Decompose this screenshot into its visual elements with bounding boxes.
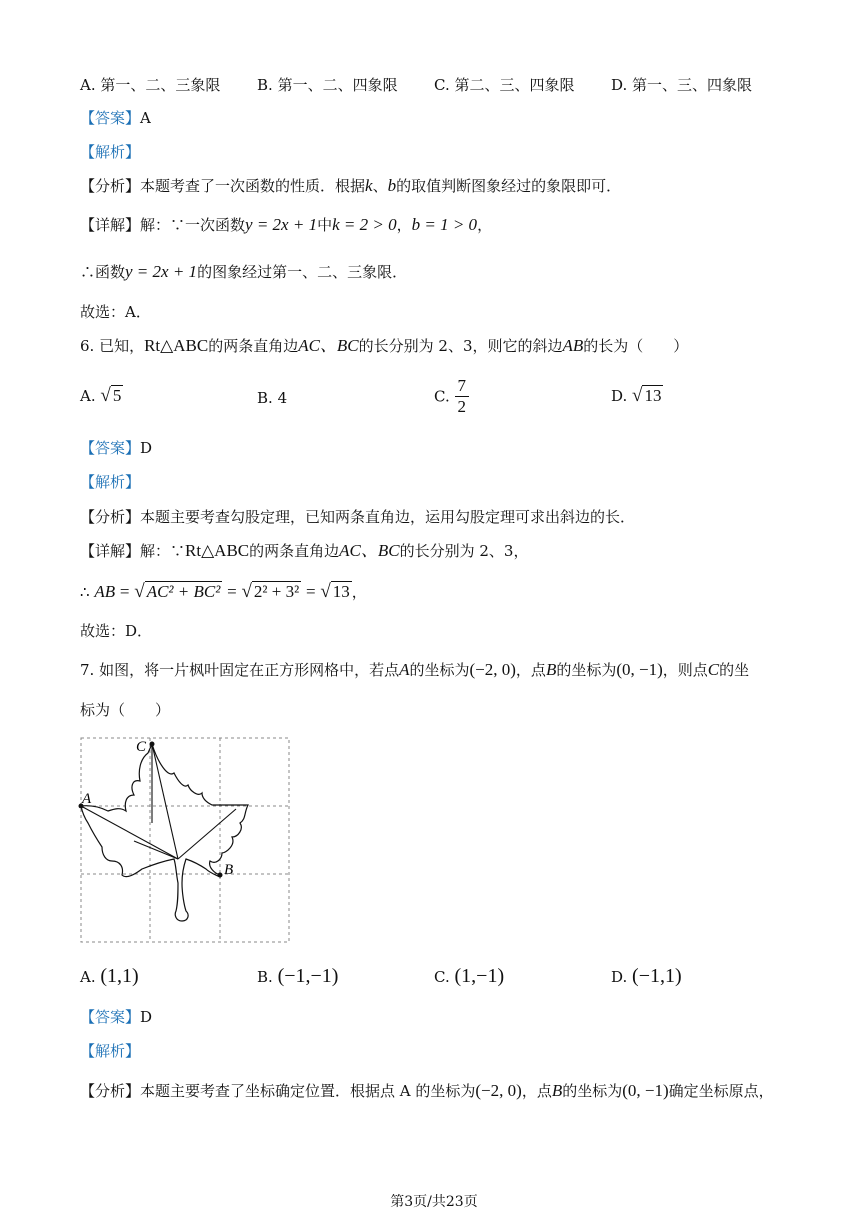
q7-option-b: B. (−1,−1): [257, 965, 339, 987]
page-footer: 第3页/共23页: [390, 1194, 478, 1210]
q6-analysis-heading: 【解析】: [80, 473, 141, 491]
q5-conclusion: ∴函数y = 2x + 1的图象经过第一、二、三象限．: [80, 262, 408, 281]
q6-option-d: D. √ 13: [611, 385, 662, 406]
fraction: $\frac{7}{2}$: [455, 376, 470, 417]
q5-option-a: A. 第一、二、三象限: [80, 76, 221, 94]
q7-analysis-heading: 【解析】: [80, 1042, 141, 1060]
sqrt-sign: √ AC² + BC²: [134, 581, 221, 602]
q6-option-b: B. 4: [257, 389, 288, 407]
q7-stem-line2: 标为（ ）: [80, 701, 171, 719]
label-c: C: [136, 739, 147, 755]
q5-analysis-heading: 【解析】: [80, 143, 141, 161]
sqrt-sign: √ 13: [632, 385, 662, 406]
q6-option-a: A. √ 5: [80, 385, 122, 406]
point-c: [150, 742, 155, 747]
q7-option-d: D. (−1,1): [611, 965, 682, 987]
q5-option-d: D. 第一、三、四象限: [611, 76, 753, 94]
label-b: B: [224, 862, 234, 878]
q7-fenxi: 【分析】本题主要考查了坐标确定位置．根据点 A 的坐标为(−2, 0)，点B的坐标为(0, −1)确定坐标原点，: [80, 1081, 774, 1100]
q6-detail: 【详解】解：∵Rt△ABC的两条直角边AC、BC的长分别为 2、3，: [80, 541, 529, 560]
q7-stem: 7. 如图，将一片枫叶固定在正方形网格中，若点A的坐标为(−2, 0)，点B的坐标为(0, −1)，则点C的坐: [80, 660, 750, 679]
label-a: A: [82, 791, 92, 807]
q6-choice: 故选：D．: [80, 622, 153, 640]
grid: [81, 738, 289, 942]
leaf-outline: [81, 744, 248, 921]
q6-calc: ∴ AB = √ AC² + BC² = √ 2² + 3² = √ 13 ，: [80, 581, 367, 602]
q5-detail: 【详解】解：∵一次函数y = 2x + 1中k = 2 > 0，b = 1 > 0，: [80, 215, 493, 234]
sqrt-sign: √ 5: [100, 385, 122, 406]
sqrt-sign: √ 2² + 3²: [241, 581, 300, 602]
points: [79, 742, 223, 878]
q5-option-b: B. 第一、二、四象限: [257, 76, 398, 94]
q6-answer: 【答案】D: [80, 439, 153, 457]
q6-stem: 6. 已知，Rt△ABC的两条直角边AC、BC的长分别为 2、3，则它的斜边AB的长为（ ）: [80, 336, 689, 355]
maple-leaf-figure: [76, 733, 296, 947]
q7-answer: 【答案】D: [80, 1008, 153, 1026]
q7-option-c: C. (1,−1): [434, 965, 505, 987]
q6-fenxi: 【分析】本题主要考查勾股定理，已知两条直角边，运用勾股定理可求出斜边的长．: [80, 508, 636, 526]
sqrt-sign: √ 13: [320, 581, 350, 602]
q5-fenxi: 【分析】本题考查了一次函数的性质．根据k、b的取值判断图象经过的象限即可．: [80, 176, 622, 195]
q5-choice: 故选：A．: [80, 303, 151, 321]
q5-option-c: C. 第二、三、四象限: [434, 76, 575, 94]
point-b: [218, 873, 223, 878]
q6-option-c: C. $\frac{7}{2}$: [434, 376, 469, 417]
q7-option-a: A. (1,1): [80, 965, 139, 987]
q5-answer: 【答案】A: [80, 109, 151, 127]
